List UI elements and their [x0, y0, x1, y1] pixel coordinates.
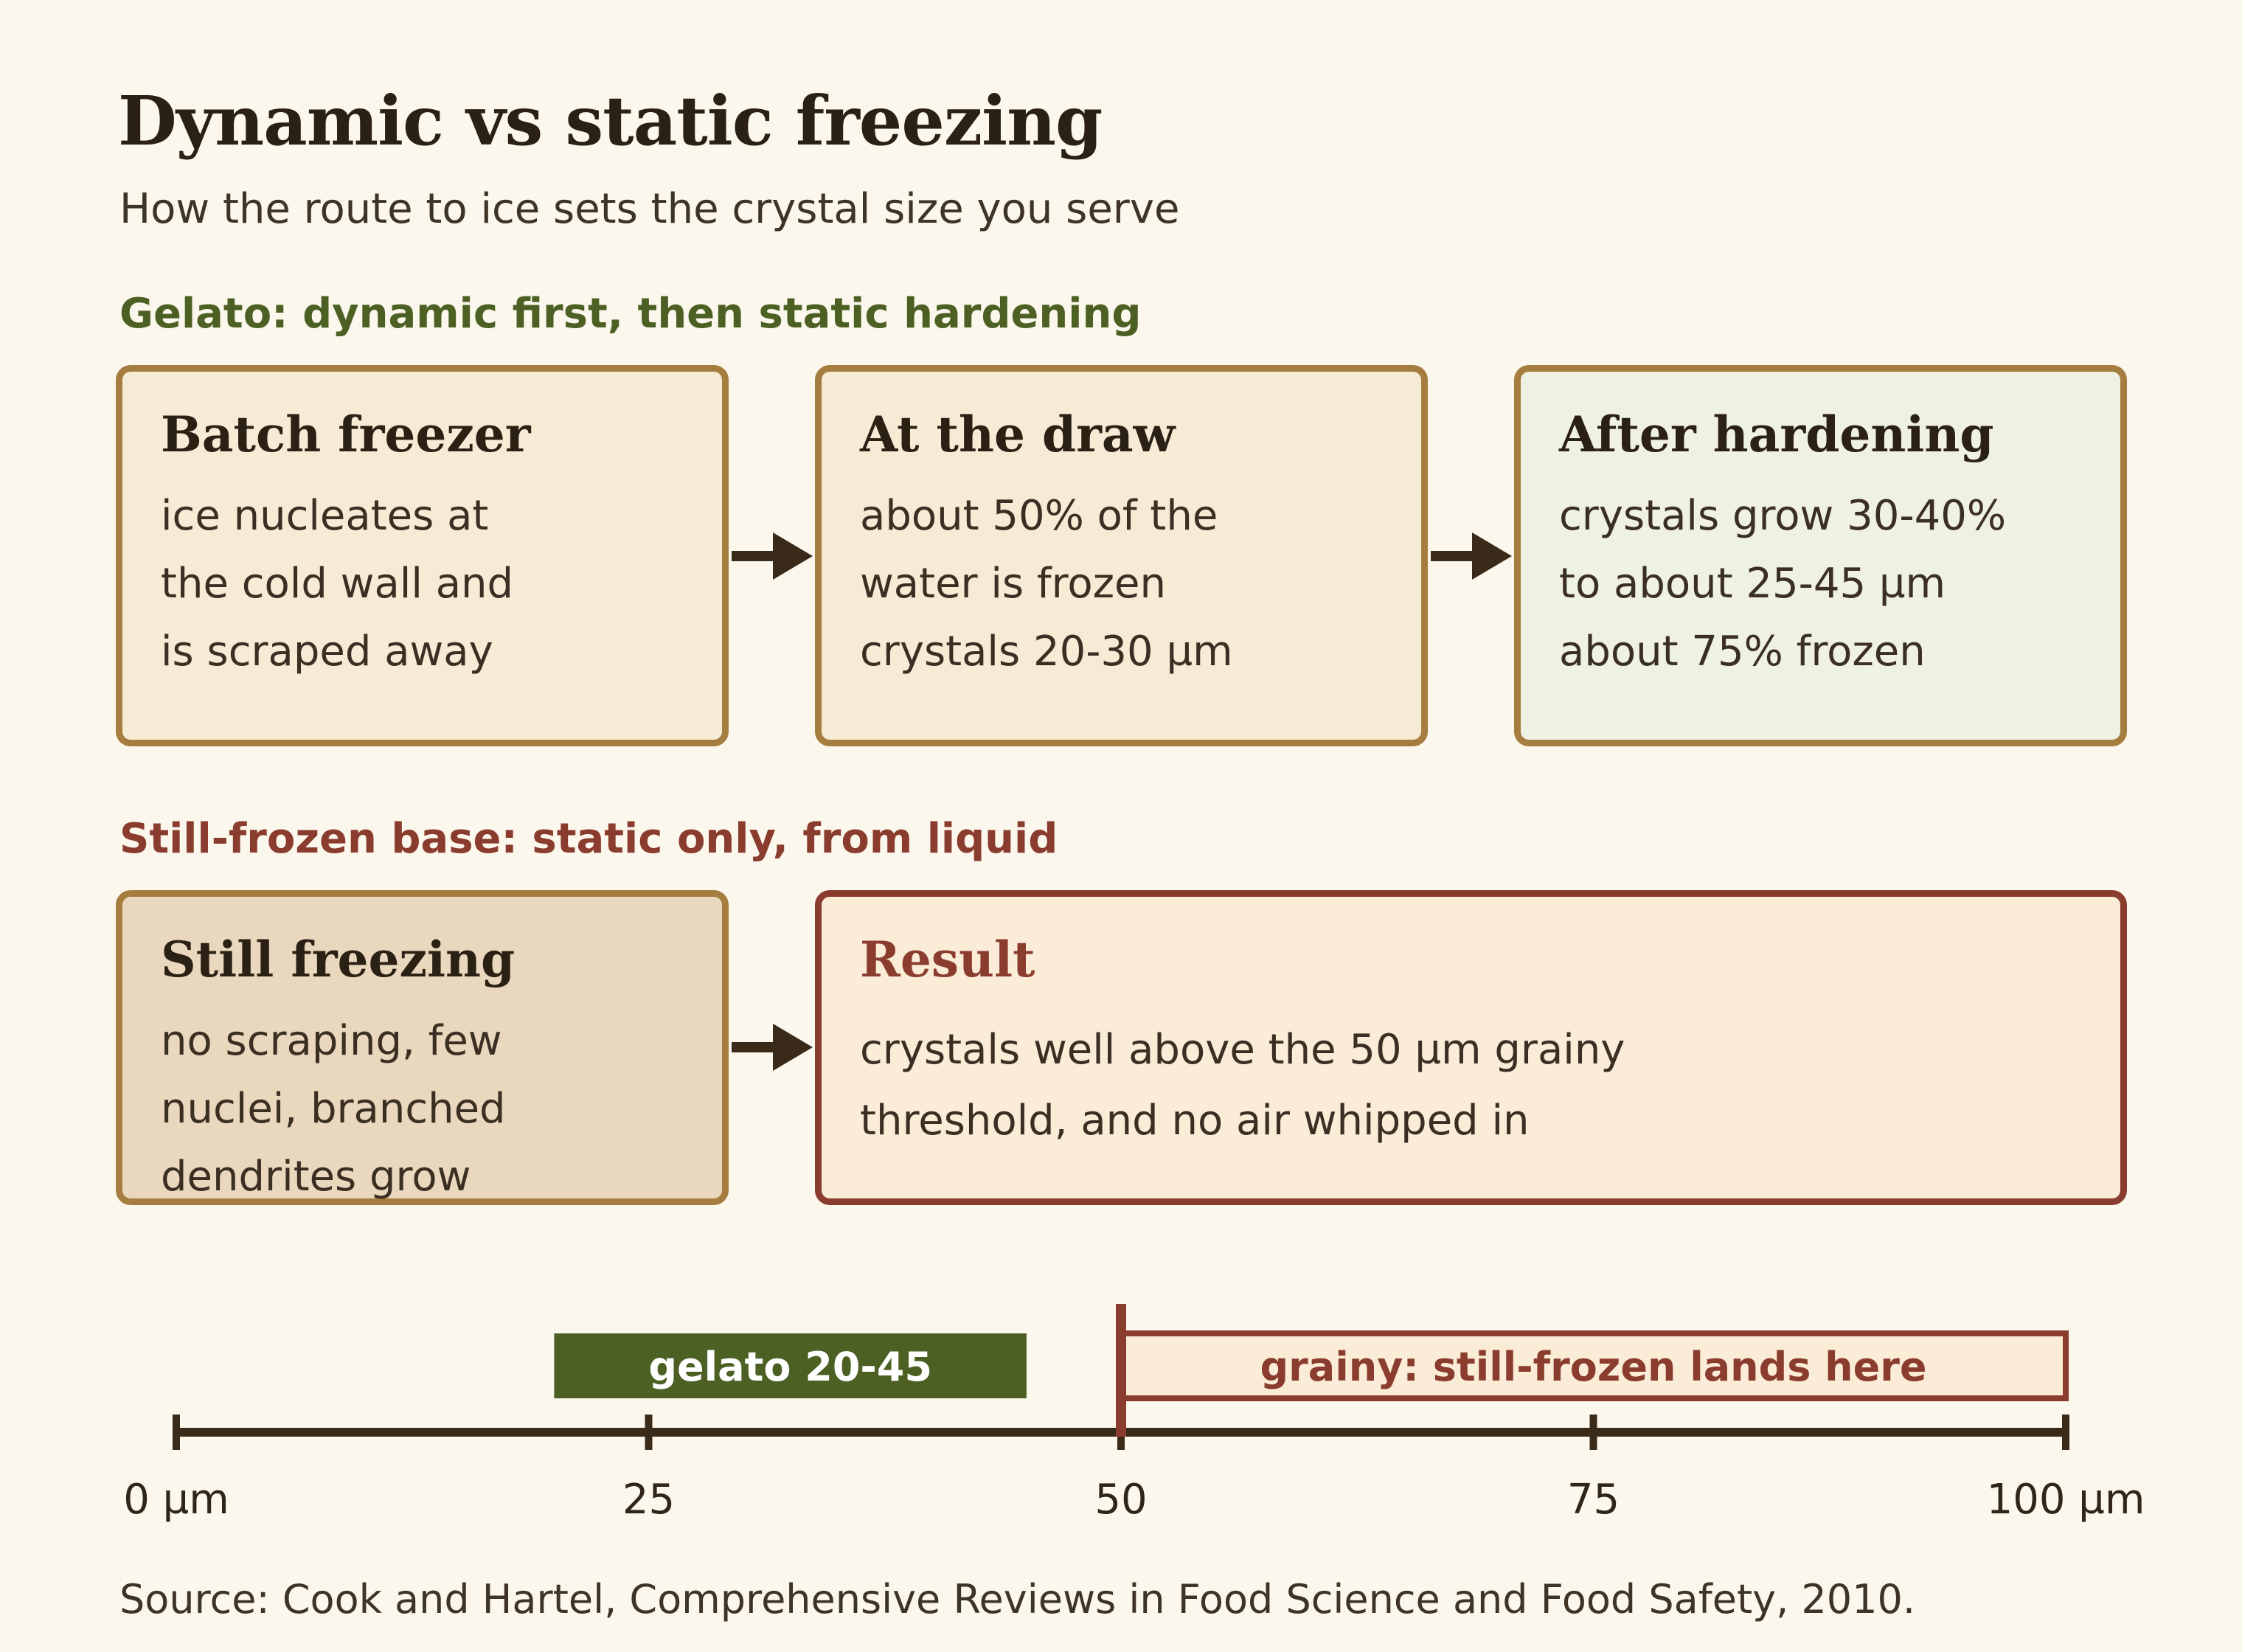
step-title: At the draw — [860, 406, 1176, 463]
step-line: water is frozen — [860, 560, 1166, 608]
step-line: no scraping, few — [161, 1017, 502, 1065]
still-section-heading: Still-frozen base: static only, from liquid — [119, 815, 1058, 863]
scale-tick-label: 75 — [1566, 1476, 1620, 1524]
step-line: crystals 20-30 µm — [860, 628, 1233, 676]
step-line: about 50% of the — [860, 492, 1218, 540]
step-line: nuclei, branched — [161, 1085, 506, 1133]
gelato-section-heading: Gelato: dynamic first, then static hardening — [119, 290, 1142, 338]
step-line: to about 25-45 µm — [1559, 560, 1946, 608]
step-title: Result — [860, 931, 1035, 988]
step-title: Still freezing — [161, 931, 516, 988]
scale-tick-label: 100 µm — [1986, 1476, 2145, 1524]
grainy-band-label: grainy: still-frozen lands here — [1260, 1344, 1927, 1390]
scale-tick-label: 0 µm — [123, 1476, 229, 1524]
page-title: Dynamic vs static freezing — [118, 81, 1103, 161]
step-line: ice nucleates at — [161, 492, 489, 540]
scale-tick-label: 50 — [1094, 1476, 1148, 1524]
step-title: Batch freezer — [161, 406, 531, 463]
step-line: crystals well above the 50 µm grainy — [860, 1026, 1625, 1074]
step-line: dendrites grow — [161, 1153, 471, 1201]
scale-tick-label: 25 — [622, 1476, 676, 1524]
step-line: crystals grow 30-40% — [1559, 492, 2007, 540]
gelato-band-label: gelato 20-45 — [648, 1344, 932, 1390]
page-subtitle: How the route to ice sets the crystal size you serve — [119, 185, 1180, 233]
step-line: threshold, and no air whipped in — [860, 1097, 1530, 1145]
step-line: is scraped away — [161, 628, 493, 676]
step-line: the cold wall and — [161, 560, 514, 608]
source-note: Source: Cook and Hartel, Comprehensive Reviews in Food Science and Food Safety, 2010. — [119, 1576, 1916, 1622]
step-title: After hardening — [1559, 406, 1994, 463]
step-line: about 75% frozen — [1559, 628, 1926, 676]
